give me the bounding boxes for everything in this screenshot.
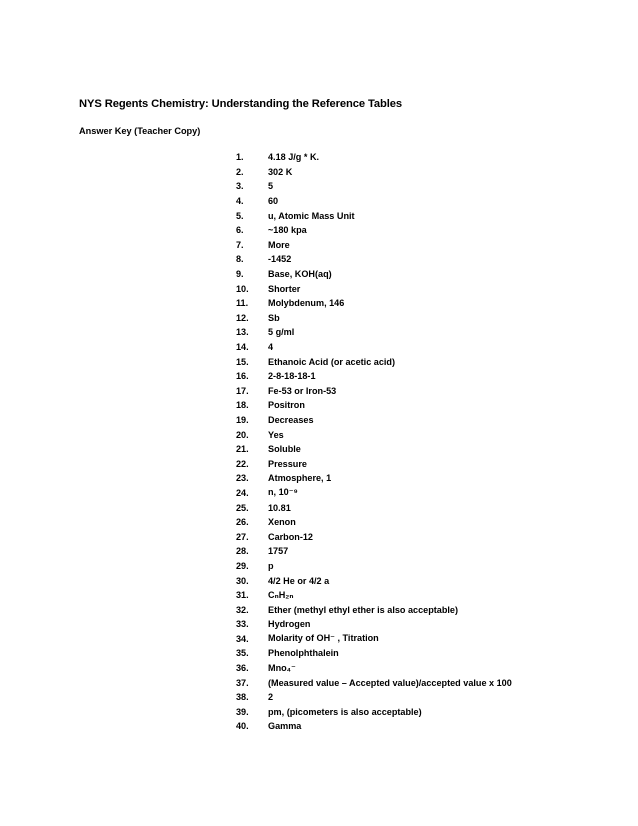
answer-item [236, 427, 512, 442]
answer-text: 4/2 He or 4/2 a [268, 575, 330, 586]
answer-item [236, 296, 512, 311]
answer-item [236, 311, 512, 326]
answer-item [236, 544, 512, 559]
answer-number: 8. [236, 254, 244, 265]
answer-text: Shorter [268, 283, 301, 294]
answer-item [236, 398, 512, 413]
answer-item [236, 573, 512, 588]
answer-text: 2-8-18-18-1 [268, 371, 316, 382]
answer-item [236, 559, 512, 574]
answer-item [236, 179, 512, 194]
answer-text: Xenon [268, 517, 296, 528]
answer-number: 32. [236, 604, 249, 615]
answer-number: 31. [236, 590, 249, 601]
answer-text: Phenolphthalein [268, 648, 339, 659]
answer-item [236, 456, 512, 471]
answer-number: 40. [236, 721, 249, 732]
answer-number: 35. [236, 648, 249, 659]
answer-text: Molybdenum, 146 [268, 298, 345, 309]
answer-text: 5 g/ml [268, 327, 295, 338]
answer-item [236, 194, 512, 209]
answer-number: 34. [236, 633, 249, 644]
answer-text: Ether (methyl ethyl ether is also acceptable) [268, 604, 459, 615]
answer-text: Pressure [268, 458, 307, 469]
answer-item [236, 208, 512, 223]
answer-item [236, 165, 512, 180]
answer-text: u, Atomic Mass Unit [268, 210, 355, 221]
answer-text: 2 [268, 692, 274, 703]
answer-number: 9. [236, 269, 244, 280]
answer-text: CₙH₂ₙ [268, 589, 294, 600]
answer-item [236, 486, 512, 501]
answer-number: 17. [236, 385, 249, 396]
answer-number: 3. [236, 181, 244, 192]
answer-number: 15. [236, 356, 249, 367]
answer-item [236, 602, 512, 617]
answer-number: 16. [236, 371, 249, 382]
answer-number: 30. [236, 575, 249, 586]
answer-text: 60 [268, 196, 279, 207]
answer-text: 4.18 J/g * K. [268, 152, 320, 163]
answer-text: Gamma [268, 721, 302, 732]
answer-number: 12. [236, 312, 249, 323]
answer-item [236, 369, 512, 384]
answer-item [236, 267, 512, 282]
answer-text: Decreases [268, 414, 314, 425]
answer-item [236, 384, 512, 399]
document-subtitle: Answer Key (Teacher Copy) [79, 126, 201, 136]
answer-text: -1452 [268, 254, 292, 265]
answer-list [236, 150, 512, 734]
answer-text: ~180 kpa [268, 225, 307, 236]
answer-item [236, 515, 512, 530]
answer-text: Carbon-12 [268, 531, 313, 542]
answer-number: 11. [236, 298, 249, 309]
answer-text: Fe-53 or Iron-53 [268, 385, 337, 396]
answer-number: 33. [236, 619, 249, 630]
answer-number: 1. [236, 152, 244, 163]
answer-number: 6. [236, 225, 244, 236]
answer-text: Atmosphere, 1 [268, 473, 332, 484]
answer-number: 4. [236, 196, 244, 207]
answer-text: Mno₄⁻ [268, 662, 296, 673]
answer-number: 25. [236, 502, 249, 513]
answer-item [236, 705, 512, 720]
answer-item [236, 690, 512, 705]
answer-text: n, 10⁻⁹ [268, 487, 298, 498]
answer-item [236, 471, 512, 486]
answer-number: 18. [236, 400, 249, 411]
answer-number: 13. [236, 327, 249, 338]
answer-item [236, 588, 512, 603]
answer-text: 302 K [268, 166, 293, 177]
answer-item [236, 325, 512, 340]
answer-item [236, 238, 512, 253]
answer-item [236, 150, 512, 165]
answer-text: 5 [268, 181, 274, 192]
answer-number: 10. [236, 283, 249, 294]
answer-number: 19. [236, 414, 249, 425]
answer-item [236, 661, 512, 676]
answer-item [236, 675, 512, 690]
answer-number: 26. [236, 517, 249, 528]
answer-number: 29. [236, 560, 249, 571]
answer-number: 24. [236, 487, 249, 498]
answer-item [236, 442, 512, 457]
answer-number: 20. [236, 429, 249, 440]
answer-number: 38. [236, 692, 249, 703]
answer-item [236, 223, 512, 238]
answer-number: 7. [236, 239, 244, 250]
answer-number: 2. [236, 166, 244, 177]
answer-item [236, 500, 512, 515]
answer-text: 1757 [268, 546, 289, 557]
answer-text: Yes [268, 429, 284, 440]
answer-text: Soluble [268, 444, 301, 455]
answer-item [236, 632, 512, 647]
answer-text: More [268, 239, 290, 250]
answer-item [236, 646, 512, 661]
answer-item [236, 252, 512, 267]
answer-item [236, 354, 512, 369]
answer-number: 21. [236, 444, 249, 455]
answer-text: p [268, 560, 274, 571]
answer-text: Sb [268, 312, 280, 323]
document-title: NYS Regents Chemistry: Understanding the Reference Tables [79, 98, 402, 110]
answer-text: Hydrogen [268, 619, 311, 630]
answer-number: 28. [236, 546, 249, 557]
answer-text: pm, (picometers is also acceptable) [268, 706, 422, 717]
answer-number: 37. [236, 677, 249, 688]
answer-text: 4 [268, 342, 274, 353]
answer-number: 27. [236, 531, 249, 542]
answer-text: Base, KOH(aq) [268, 269, 332, 280]
answer-item [236, 617, 512, 632]
answer-number: 36. [236, 663, 249, 674]
answer-item [236, 529, 512, 544]
answer-text: (Measured value – Accepted value)/accepted value x 100 [268, 677, 512, 688]
answer-item [236, 719, 512, 734]
answer-number: 5. [236, 210, 244, 221]
answer-item [236, 413, 512, 428]
answer-item [236, 340, 512, 355]
answer-text: Molarity of OH⁻ , Titration [268, 633, 379, 644]
answer-text: Ethanoic Acid (or acetic acid) [268, 356, 396, 367]
answer-item [236, 281, 512, 296]
answer-number: 39. [236, 706, 249, 717]
answer-number: 22. [236, 458, 249, 469]
answer-text: 10.81 [268, 502, 291, 513]
answer-text: Positron [268, 400, 305, 411]
answer-number: 14. [236, 342, 249, 353]
answer-number: 23. [236, 473, 249, 484]
